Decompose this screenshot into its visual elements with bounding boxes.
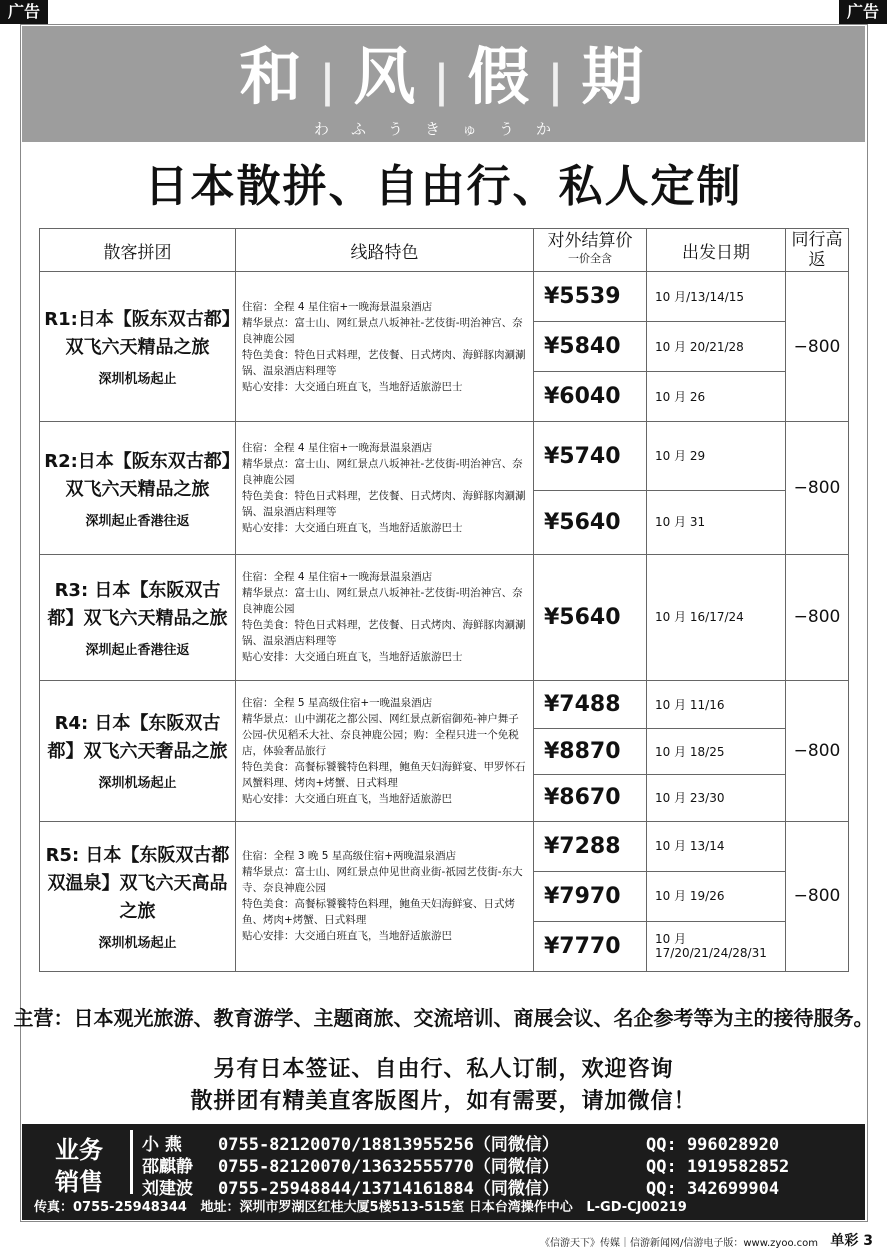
date-cell: 10 月 23/30 xyxy=(647,775,786,821)
brand-char: 假 xyxy=(467,40,534,113)
header-price-label: 对外结算价 xyxy=(547,231,633,251)
contact-panel xyxy=(22,1124,865,1220)
divider xyxy=(130,1130,133,1194)
group-departure: 深圳起止香港往返 xyxy=(85,642,190,658)
contact-phone: 0755-25948844/13714161884（同微信） xyxy=(218,1179,559,1199)
table-row xyxy=(40,681,849,729)
contact-qq: QQ: 342699904 xyxy=(646,1179,780,1199)
header-group: 散客拼团 xyxy=(40,229,236,272)
rebate-cell: −800 xyxy=(786,681,849,821)
rebate-cell: −800 xyxy=(786,821,849,971)
contact-name: 邵麒静 xyxy=(142,1157,193,1177)
date-cell: 10 月 16/17/24 xyxy=(647,554,786,680)
table-row xyxy=(40,821,849,871)
route-description xyxy=(236,821,534,971)
contact-qq: QQ: 996028920 xyxy=(646,1135,780,1155)
tour-table xyxy=(39,228,849,972)
sales-label-line: 销售 xyxy=(55,1168,103,1196)
group-name: R5: 日本【东阪双古都双温泉】双飞六天高品之旅 xyxy=(45,844,230,922)
route-text: 住宿：全程 3 晚 5 星高级住宿+两晚温泉酒店 精华景点：富士山、网红景点仲见世商业街-祇园艺伎街-东大寺、奈良神鹿公园 特色美食：高餐标饕餮特色料理，鲍鱼天妇海鲜宴、日式烤鱼、烤肉+烤蟹、日式料理 贴心安排：大交通白班直飞，当地舒适旅游巴 xyxy=(242,850,523,943)
route-description xyxy=(236,272,534,422)
brand-banner xyxy=(22,26,865,142)
rebate-cell: −800 xyxy=(786,422,849,554)
route-text: 住宿：全程 5 星高级住宿+一晚温泉酒店 精华景点：山中湖花之都公园、网红景点新宿御苑-神户舞子公园-伏见稻禾大社、奈良神鹿公园；购：全程只进一个免税店，体验奢品旅行 特色美食：高餐标饕餮特色料理，鲍鱼天妇海鲜宴、甲罗怀石风蟹料理、烤肉+烤蟹、日式料理 贴心安排：大交通白班直飞，当地舒适旅游巴 xyxy=(242,696,526,805)
price-cell: ¥8870 xyxy=(534,729,647,775)
header-route: 线路特色 xyxy=(236,229,534,272)
group-cell xyxy=(40,681,236,821)
group-departure: 深圳机场起止 xyxy=(98,935,177,951)
address: 地址：深圳市罗湖区红桂大厦5楼513-515室 日本台湾操作中心 xyxy=(200,1200,573,1215)
brand-char: 期 xyxy=(581,40,648,113)
table-row xyxy=(40,422,849,490)
date-cell: 10 月 17/20/21/24/28/31 xyxy=(647,921,786,971)
ad-label-right: 广告 xyxy=(839,0,887,24)
date-cell: 10 月 20/21/28 xyxy=(647,322,786,372)
header-date: 出发日期 xyxy=(647,229,786,272)
route-description xyxy=(236,554,534,680)
footer-credit: 《信游天下》传媒｜信游新闻网/信游电子版：www.zyoo.com xyxy=(540,1238,818,1249)
price-cell: ¥5840 xyxy=(534,322,647,372)
group-name: R1:日本【阪东双古都】双飞六天精品之旅 xyxy=(44,309,231,359)
extra-info-line: 另有日本签证、自由行、私人订制，欢迎咨询 xyxy=(213,1057,674,1082)
sales-label-line: 业务 xyxy=(55,1136,103,1164)
group-departure: 深圳机场起止 xyxy=(98,776,177,792)
group-cell xyxy=(40,554,236,680)
date-cell: 10 月 26 xyxy=(647,372,786,422)
group-cell xyxy=(40,272,236,422)
contact-name: 小 燕 xyxy=(142,1135,182,1155)
group-cell xyxy=(40,821,236,971)
page-headline: 日本散拼、自由行、私人定制 xyxy=(144,161,743,212)
main-business: 主营：日本观光旅游、教育游学、主题商旅、交流培训、商展会议、名企参考等为主的接待服务。 xyxy=(13,1006,874,1030)
rebate-cell: −800 xyxy=(786,554,849,680)
group-departure: 深圳起止香港往返 xyxy=(85,513,190,529)
price-cell: ¥5640 xyxy=(534,554,647,680)
extra-info-line: 散拼团有精美直客版图片，如有需要，请加微信！ xyxy=(190,1089,697,1114)
price-cell: ¥7770 xyxy=(534,921,647,971)
table-row xyxy=(40,554,849,680)
table-row xyxy=(40,272,849,322)
route-text: 住宿：全程 4 星住宿+一晚海景温泉酒店 精华景点：富士山、网红景点八坂神社-艺伎街-明治神宫、奈良神鹿公园 特色美食：特色日式料理，艺伎餐、日式烤肉、海鲜豚肉涮涮锅、温泉酒店料理等 贴心安排：大交通白班直飞，当地舒适旅游巴士 xyxy=(242,300,526,393)
header-price xyxy=(534,229,647,272)
price-cell: ¥8670 xyxy=(534,775,647,821)
brand-logo: 和 | 风 | 假 | 期 xyxy=(239,40,648,113)
price-cell: ¥7970 xyxy=(534,871,647,921)
group-name: R2:日本【阪东双古都】双飞六天精品之旅 xyxy=(44,450,231,500)
date-cell: 10 月 13/14 xyxy=(647,821,786,871)
price-cell: ¥6040 xyxy=(534,372,647,422)
group-name: R3: 日本【东阪双古都】双飞六天精品之旅 xyxy=(47,579,228,629)
contact-qq: QQ: 1919582852 xyxy=(646,1157,790,1177)
price-cell: ¥7488 xyxy=(534,681,647,729)
brand-char: 风 xyxy=(353,40,420,113)
contact-name: 刘建波 xyxy=(142,1179,193,1199)
route-text: 住宿：全程 4 星住宿+一晚海景温泉酒店 精华景点：富士山、网红景点八坂神社-艺伎街-明治神宫、奈良神鹿公园 特色美食：特色日式料理，艺伎餐、日式烤肉、海鲜豚肉涮涮锅、温泉酒店料理等 贴心安排：大交通白班直飞，当地舒适旅游巴士 xyxy=(242,571,526,664)
table-header-row xyxy=(40,229,849,272)
license-number: L-GD-CJ00219 xyxy=(586,1200,687,1215)
rebate-cell: −800 xyxy=(786,272,849,422)
page-number: 单彩 3 xyxy=(830,1233,873,1249)
ad-label-left: 广告 xyxy=(0,0,48,24)
brand-char: 和 xyxy=(239,40,306,113)
group-cell xyxy=(40,422,236,554)
route-description xyxy=(236,681,534,821)
route-description xyxy=(236,422,534,554)
group-name: R4: 日本【东阪双古都】双飞六天奢品之旅 xyxy=(47,713,228,763)
price-cell: ¥5539 xyxy=(534,272,647,322)
fax: 传真：0755-25948344 xyxy=(34,1200,187,1215)
header-price-note: 一价全含 xyxy=(568,252,612,265)
route-text: 住宿：全程 4 星住宿+一晚海景温泉酒店 精华景点：富士山、网红景点八坂神社-艺伎街-明治神宫、奈良神鹿公园 特色美食：特色日式料理，艺伎餐、日式烤肉、海鲜豚肉涮涮锅、温泉酒店料理等 贴心安排：大交通白班直飞，当地舒适旅游巴士 xyxy=(242,442,526,535)
group-departure: 深圳机场起止 xyxy=(98,372,177,388)
date-cell: 10 月 29 xyxy=(647,422,786,490)
date-cell: 10 月 18/25 xyxy=(647,729,786,775)
date-cell: 10 月 31 xyxy=(647,490,786,554)
contact-bottom-line xyxy=(34,1196,687,1215)
sales-label xyxy=(34,1134,124,1198)
price-cell: ¥5740 xyxy=(534,422,647,490)
header-rebate: 同行高返 xyxy=(786,229,849,272)
price-cell: ¥5640 xyxy=(534,490,647,554)
date-cell: 10 月/13/14/15 xyxy=(647,272,786,322)
date-cell: 10 月 11/16 xyxy=(647,681,786,729)
contact-phone: 0755-82120070/13632555770（同微信） xyxy=(218,1157,559,1177)
brand-kana: わふうきゅうか xyxy=(313,120,573,138)
price-cell: ¥7288 xyxy=(534,821,647,871)
date-cell: 10 月 19/26 xyxy=(647,871,786,921)
contact-phone: 0755-82120070/18813955256（同微信） xyxy=(218,1135,559,1155)
